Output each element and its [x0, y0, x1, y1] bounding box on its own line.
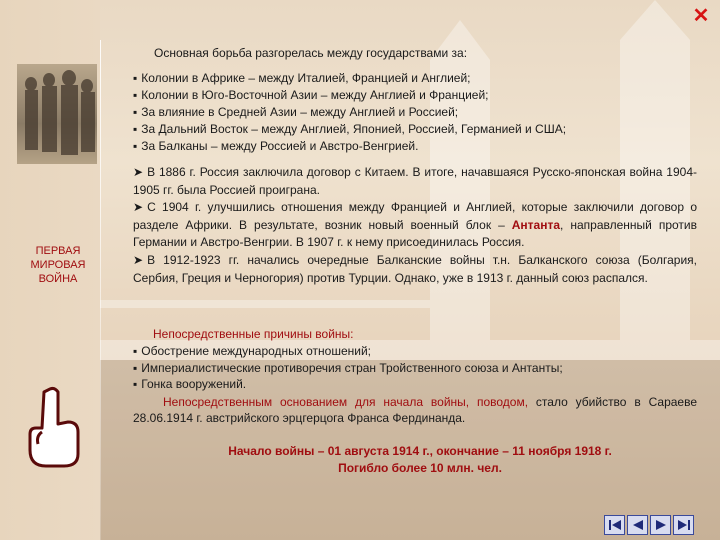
last-slide-button[interactable] — [673, 515, 694, 535]
slide-navigation — [604, 515, 696, 535]
arrow-icon: ➤ — [133, 252, 144, 267]
list-item: ▪ За Балканы – между Россией и Австро-Венгрией. — [133, 138, 703, 155]
list-item: ▪ Колонии в Юго-Восточной Азии – между Англией и Францией; — [133, 87, 703, 104]
pointing-hand-icon — [22, 384, 82, 468]
event-text: , направленный против Германии и Австро-Венгрии. В 1907 г. к нему присоединилась Россия. — [133, 217, 697, 250]
occasion-text: стало убийство в Сараеве 28.06.1914 г. австрийского эрцгерцога Франса Фердинанда. — [133, 395, 697, 425]
close-button[interactable] — [691, 6, 711, 26]
list-item: ▪ Империалистические противоречия стран Тройственного союза и Антанты; — [133, 360, 703, 377]
prev-slide-button[interactable] — [627, 515, 648, 535]
arrow-icon: ➤ — [133, 200, 144, 215]
list-item: ▪ Обострение международных отношений; — [133, 343, 703, 360]
section-label-line: МИРОВАЯ — [30, 259, 86, 271]
war-occasion — [133, 394, 697, 426]
events-text — [133, 164, 697, 287]
section-label-line: ВОЙНА — [38, 273, 78, 285]
event-paragraph — [133, 252, 697, 287]
rivalry-list — [133, 70, 703, 155]
panel-divider — [100, 40, 101, 540]
next-slide-button[interactable] — [650, 515, 671, 535]
section-label — [16, 244, 100, 286]
soldiers-photo — [17, 64, 97, 164]
last-icon — [677, 519, 691, 531]
page-heading: Основная борьба разгорелась между государствами за: — [154, 46, 468, 60]
list-item: ▪ Колонии в Африке – между Италией, Францией и Англией; — [133, 70, 703, 87]
first-slide-button[interactable] — [604, 515, 625, 535]
event-paragraph — [133, 164, 697, 199]
arrow-icon: ➤ — [133, 165, 144, 179]
event-text: В 1912-1923 гг. начались очередные Балканские войны т.н. Балканского союза (Болгария, Сербия, Греция и Черногория) против Турции. Однако, уже в 1913 г. данный союз распался. — [133, 252, 697, 285]
close-icon: ✕ — [692, 5, 710, 27]
occasion-lead: Непосредственным основанием для начала войны, поводом, — [163, 395, 529, 409]
next-icon — [654, 519, 668, 531]
summary-line: Погибло более 10 млн. чел. — [338, 461, 502, 475]
summary-line: Начало войны – 01 августа 1914 г., окончание – 11 ноября 1918 г. — [228, 444, 612, 458]
causes-list — [133, 343, 703, 393]
entente-term: Антанта — [511, 217, 561, 232]
first-icon — [608, 519, 622, 531]
event-paragraph — [133, 199, 697, 252]
event-text: В 1886 г. Россия заключила договор с Китаем. В итоге, начавшаяся Русско-японская война 1904-1905 гг. была Россией проиграна. — [133, 165, 697, 197]
section-label-line: ПЕРВАЯ — [35, 245, 81, 257]
list-item: ▪ За влияние в Средней Азии – между Англией и Россией; — [133, 104, 703, 121]
prev-icon — [631, 519, 645, 531]
war-summary — [150, 443, 690, 477]
list-item: ▪ Гонка вооружений. — [133, 376, 703, 393]
causes-heading: Непосредственные причины войны: — [153, 327, 354, 341]
event-text: С 1904 г. улучшились отношения между Францией и Англией, которые заключили договор о разделе Африки. В результате, возник новый военный блок – — [133, 200, 697, 232]
list-item: ▪ За Дальний Восток – между Англией, Японией, Россией, Германией и США; — [133, 121, 703, 138]
